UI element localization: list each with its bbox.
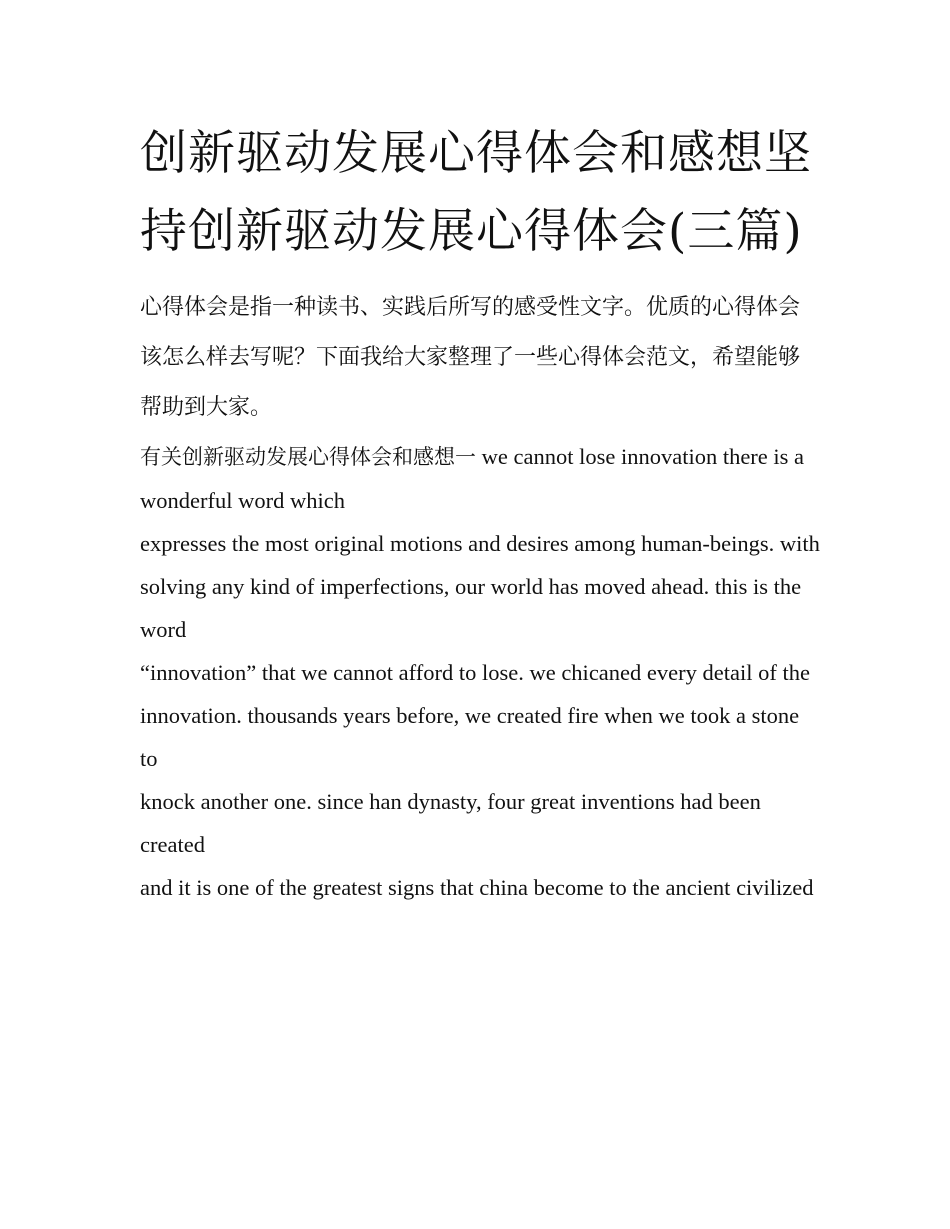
text-line: we cannot lose innovation there is a wonderful word which — [140, 444, 805, 513]
document-page — [140, 115, 820, 909]
document-title: 创新驱动发展心得体会和感想坚持创新驱动发展心得体会(三篇) — [140, 126, 812, 259]
article-body — [140, 435, 820, 909]
text-line: innovation. thousands years before, we created fire when we took a stone to — [140, 703, 800, 771]
text-line: “innovation” that we cannot afford to lose. we chicaned every detail of the — [140, 660, 810, 685]
text-line: and it is one of the greatest signs that china become to the ancient civilized — [140, 875, 814, 900]
article-first-line — [140, 435, 820, 522]
text-line: solving any kind of imperfections, our world has moved ahead. this is the word — [140, 574, 802, 642]
text-line: knock another one. since han dynasty, four great inventions had been created — [140, 789, 761, 857]
text-line: expresses the most original motions and desires among human-beings. with — [140, 531, 820, 556]
intro-paragraph: 心得体会是指一种读书、实践后所写的感受性文字。优质的心得体会该怎么样去写呢？下面我给大家整理了一些心得体会范文，希望能够帮助到大家。 — [140, 295, 801, 420]
section-heading: 有关创新驱动发展心得体会和感想一 — [140, 445, 476, 469]
